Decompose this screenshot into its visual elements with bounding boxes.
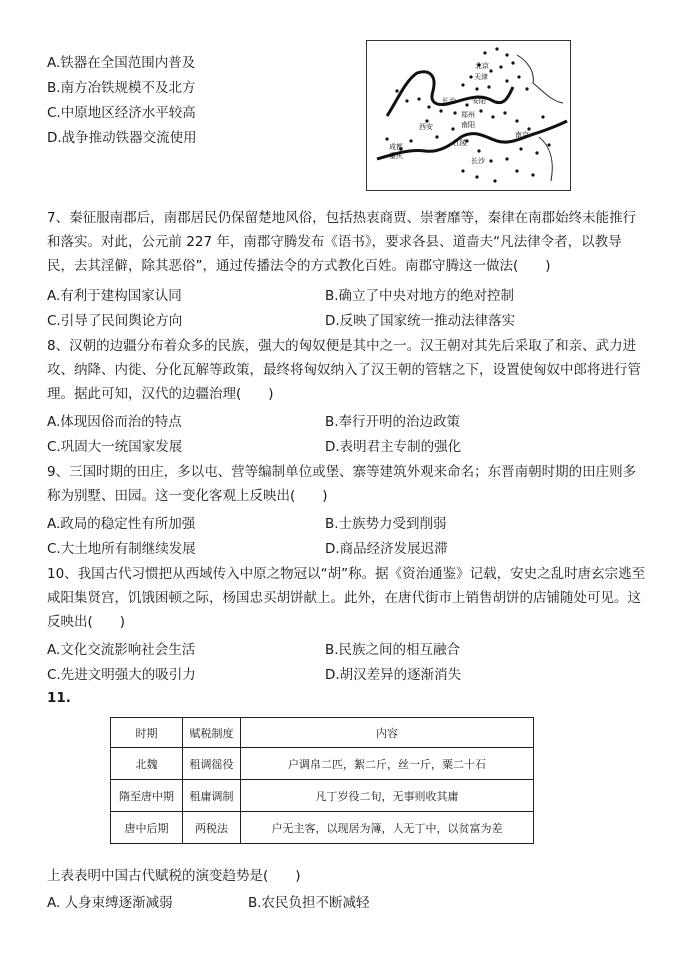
q10-stem: 10、我国古代习惯把从西域传入中原之物冠以“胡”称。据《资治通鉴》记载，安史之乱时唐玄宗逃至咸阳集贤宫，饥饿困顿之际，杨国忠买胡饼献上。此外，在唐代街市上销售胡饼的店铺随处可见。这反映出( ) (47, 566, 646, 630)
q10-option-a: A.文化交流影响社会生活 (47, 642, 196, 658)
table-cell: 北魏 (111, 748, 183, 780)
q11-label: 11. (47, 690, 71, 706)
map-drawing (367, 41, 570, 190)
q7-option-b: B.确立了中央对地方的绝对控制 (325, 288, 515, 304)
q11-stem: 上表表明中国古代赋税的演变趋势是( ) (47, 868, 301, 884)
q10-option-c: C.先进文明强大的吸引力 (47, 667, 196, 683)
q6-option-c: C.中原地区经济水平较高 (47, 105, 196, 121)
table-cell: 唐中后期 (111, 812, 183, 844)
q7-option-d: D.反映了国家统一推动法律落实 (325, 313, 516, 329)
table-header-system: 赋税制度 (183, 718, 241, 748)
map-label-xian: 西安 (419, 123, 433, 131)
q7-stem: 7、秦征服南郡后，南郡居民仍保留楚地风俗，包括热衷商贾、崇奢靡等，秦律在南郡始终未能推行和落实。对此，公元前 227 年，南郡守腾发布《语书》，要求各县、道啬夫“凡法律令者，以教导民，去其淫僻，除其恶俗”，通过传播法令的方式教化百姓。南郡守腾这一做法( ) (47, 210, 637, 274)
q11-option-a: A. 人身束缚逐渐减弱 (47, 895, 173, 911)
map-label-jiangling: 江陵 (453, 139, 467, 147)
table-row (111, 812, 534, 844)
map-label-tianjin: 天津 (474, 73, 488, 81)
q7-option-c: C.引导了民间舆论方向 (47, 313, 183, 329)
q8-option-c: C.巩固大一统国家发展 (47, 439, 183, 455)
map-label-beijing: 北京 (475, 62, 489, 70)
map-label-nanyang: 南阳 (461, 121, 475, 129)
tax-system-table (110, 717, 534, 844)
q6-option-d: D.战争推动铁器交流使用 (47, 130, 197, 146)
table-header-content: 内容 (241, 718, 534, 748)
table-cell: 凡丁岁役二旬，无事则收其庸 (241, 780, 534, 812)
table-cell: 租庸调制 (183, 780, 241, 812)
q6-option-b: B.南方冶铁规模不及北方 (47, 80, 196, 96)
q9-option-a: A.政局的稳定性有所加强 (47, 516, 196, 532)
iron-site-map (366, 40, 571, 191)
q10-option-b: B.民族之间的相互融合 (325, 642, 461, 658)
map-label-changsha: 长沙 (471, 157, 485, 165)
q8-option-a: A.体现因俗而治的特点 (47, 414, 182, 430)
map-label-anyang: 安阳 (472, 97, 486, 105)
map-label-chengdu: 成都 (389, 143, 403, 151)
q11-option-b: B.农民负担不断减轻 (248, 895, 370, 911)
q8-option-d: D.表明君主专制的强化 (325, 439, 462, 455)
map-label-chongqing: 重庆 (389, 152, 403, 160)
q9-stem: 9、三国时期的田庄，多以屯、营等编制单位或堡、寨等建筑外观来命名；东晋南朝时期的田庄则多称为别墅、田园。这一变化客观上反映出( ) (47, 464, 637, 504)
q9-option-c: C.大土地所有制继续发展 (47, 541, 196, 557)
q10-option-d: D.胡汉差异的逐渐消失 (325, 667, 462, 683)
q7-option-a: A.有利于建构国家认同 (47, 288, 182, 304)
map-label-nanjing: 南京 (515, 131, 529, 139)
table-header-period: 时期 (111, 718, 183, 748)
table-cell: 户无主客，以现居为簿，人无丁中，以贫富为差 (241, 812, 534, 844)
table-cell: 两税法 (183, 812, 241, 844)
map-label-zhengzhou: 郑州 (461, 111, 475, 119)
q6-option-a: A.铁器在全国范围内普及 (47, 55, 196, 71)
table-cell: 租调徭役 (183, 748, 241, 780)
table-cell: 户调帛二匹，絮二斤，丝一斤，粟二十石 (241, 748, 534, 780)
q8-stem: 8、汉朝的边疆分布着众多的民族，强大的匈奴便是其中之一。汉王朝对其先后采取了和亲、武力进攻、纳降、内徙、分化瓦解等政策，最终将匈奴纳入了汉王朝的管辖之下，设置使匈奴中郎将进行管理。据此可知，汉代的边疆治理( ) (47, 338, 641, 402)
map-label-changzhi: 长治 (442, 97, 456, 105)
q9-option-d: D.商品经济发展迟滞 (325, 541, 448, 557)
q8-option-b: B.奉行开明的治边政策 (325, 414, 461, 430)
table-row (111, 748, 534, 780)
table-cell: 隋至唐中期 (111, 780, 183, 812)
table-row (111, 780, 534, 812)
q9-option-b: B.士族势力受到削弱 (325, 516, 447, 532)
table-header-row (111, 718, 534, 748)
